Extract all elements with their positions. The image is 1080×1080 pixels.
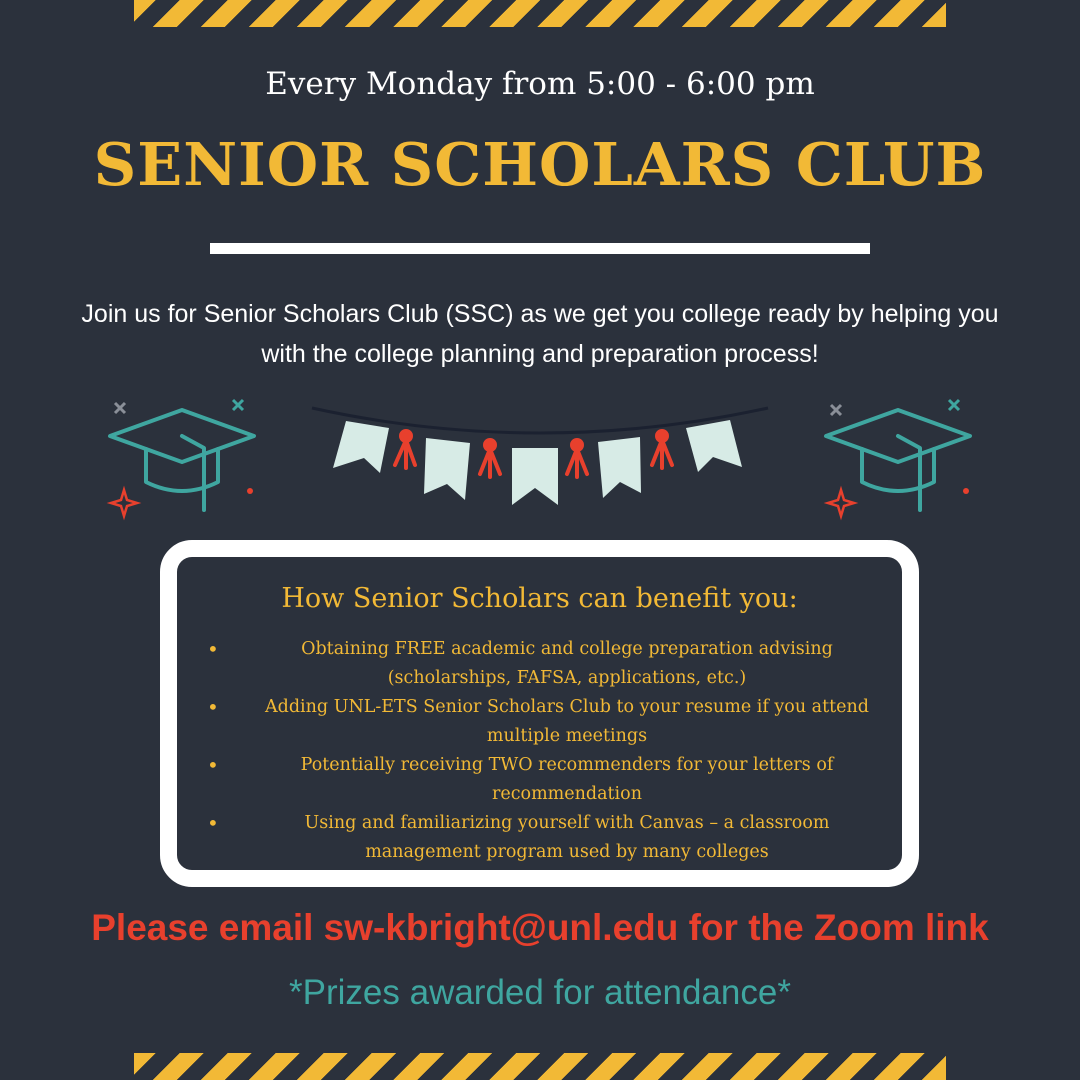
decoration-row [0,390,1080,530]
benefits-list [205,635,885,867]
graduation-cap-icon [110,410,254,510]
title-divider [210,243,870,254]
prizes-note: *Prizes awarded for attendance* [289,973,791,1012]
schedule-text: Every Monday from 5:00 - 6:00 pm [265,66,815,102]
page-title: SENIOR SCHOLARS CLUB [93,130,987,199]
list-item: • Potentially receiving TWO recommenders for your letters of recommendation [205,751,885,809]
bunting-banner-icon [312,408,768,505]
sparkle-icon [111,400,253,516]
top-hazard-stripe [134,0,946,27]
intro-paragraph: Join us for Senior Scholars Club (SSC) as we get you college ready by helping you with the college planning and preparation process! [81,300,999,368]
list-item: • Using and familiarizing yourself with Canvas – a classroom management program used by many colleges [205,809,885,867]
benefits-card [160,540,919,887]
graduation-cap-icon [826,410,970,510]
sparkle-icon [828,400,969,516]
bottom-hazard-stripe [134,1053,946,1080]
email-contact-text: Please email sw-kbright@unl.edu for the Zoom link [91,907,989,948]
list-item: • Adding UNL-ETS Senior Scholars Club to your resume if you attend multiple meetings [205,693,885,751]
list-item: • Obtaining FREE academic and college preparation advising (scholarships, FAFSA, applications, etc.) [205,635,885,693]
benefits-heading: How Senior Scholars can benefit you: [281,583,798,614]
